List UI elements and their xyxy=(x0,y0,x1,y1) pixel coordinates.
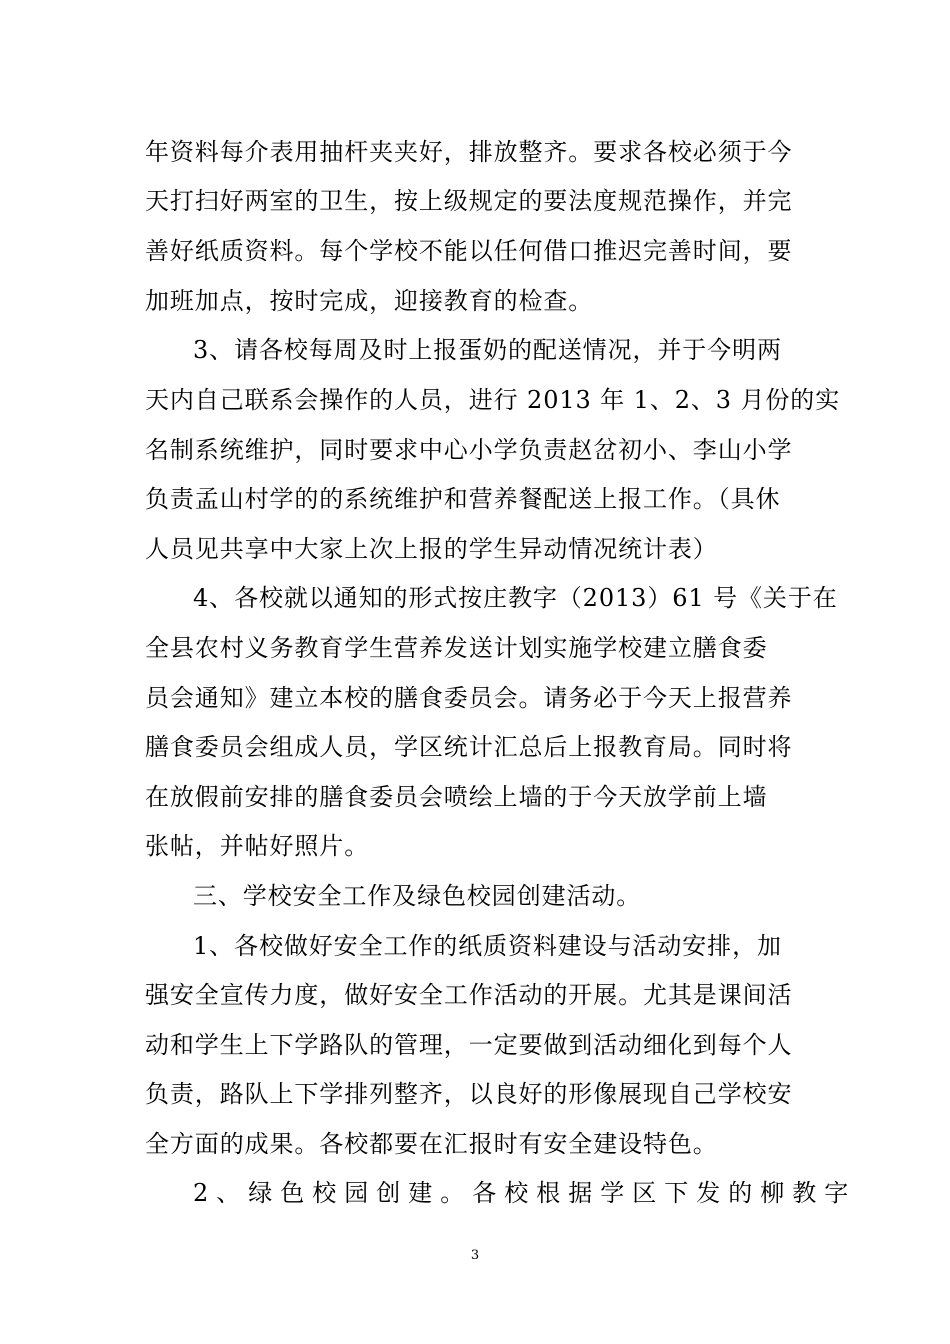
text-line: 全方面的成果。各校都要在汇报时有安全建设特色。 xyxy=(145,1130,718,1158)
text-line: 2、绿色校园创建。各校根据学区下发的柳教字 xyxy=(193,1179,857,1207)
page-number: 3 xyxy=(470,1248,480,1263)
text-line: 天内自己联系会操作的人员，进行 2013 年 1、2、3 月份的实 xyxy=(145,386,841,414)
text-line: 员会通知》建立本校的膳食委员会。请务必于今天上报营养 xyxy=(145,684,793,712)
text-line: 张帖，并帖好照片。 xyxy=(145,832,370,860)
text-line: 在放假前安排的膳食委员会喷绘上墙的于今天放学前上墙 xyxy=(145,783,768,811)
text-line: 名制系统维护，同时要求中心小学负责赵岔初小、李山小学 xyxy=(145,436,793,464)
section-heading: 三、学校安全工作及绿色校园创建活动。 xyxy=(193,882,642,910)
text-line: 全县农村义务教育学生营养发送计划实施学校建立膳食委 xyxy=(145,634,768,662)
text-line: 负责孟山村学的的系统维护和营养餐配送上报工作。（具休 xyxy=(145,485,781,513)
text-line: 膳食委员会组成人员，学区统计汇总后上报教育局。同时将 xyxy=(145,733,793,761)
text-line: 人员见共享中大家上次上报的学生异动情况统计表） xyxy=(145,535,718,563)
text-line: 加班加点，按时完成，迎接教育的检查。 xyxy=(145,287,594,315)
text-line: 强安全宣传力度，做好安全工作活动的开展。尤其是课间活 xyxy=(145,981,793,1009)
text-line: 1、各校做好安全工作的纸质资料建设与活动安排，加 xyxy=(193,932,782,960)
text-line: 4、各校就以通知的形式按庄教字（2013）61 号《关于在 xyxy=(193,584,838,612)
text-line: 3、请各校每周及时上报蛋奶的配送情况，并于今明两 xyxy=(193,336,782,364)
text-line: 年资料每介表用抽杆夹夹好，排放整齐。要求各校必须于今 xyxy=(145,138,793,166)
text-line: 善好纸质资料。每个学校不能以任何借口推迟完善时间，要 xyxy=(145,237,793,265)
text-line: 负责，路队上下学排列整齐，以良好的形像展现自己学校安 xyxy=(145,1080,793,1108)
text-line: 天打扫好两室的卫生，按上级规定的要法度规范操作，并完 xyxy=(145,187,793,215)
text-line: 动和学生上下学路队的管理，一定要做到活动细化到每个人 xyxy=(145,1031,793,1059)
